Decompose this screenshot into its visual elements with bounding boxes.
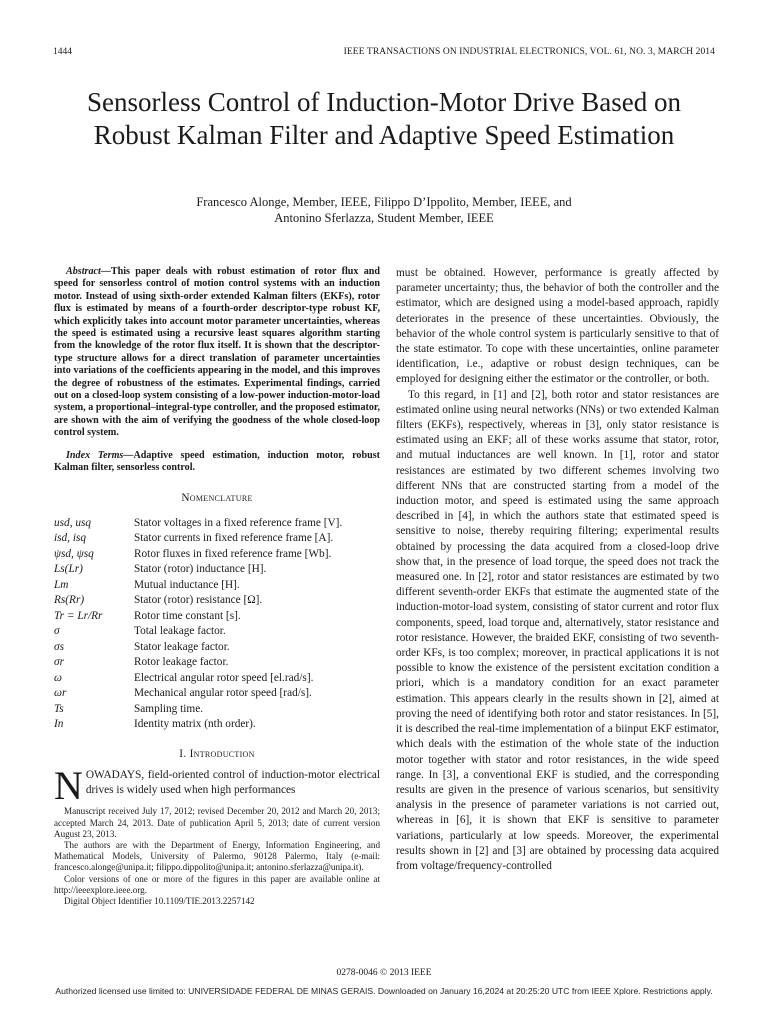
nomenclature-symbol: ωr [54,687,67,700]
footnote-affiliation: The authors are with the Department of Energy, Information Engineering, and Mathematical Models, University of Palermo, 90128 Palermo, Italy (e-mail: francesco.alonge@unipa.it; filippo.dippolito@unipa.it; antonino.sferlazza@unipa.it). [54,839,380,873]
nomenclature-symbol: In [54,718,64,731]
license-notice: Authorized licensed use limited to: UNIVERSIDADE FEDERAL DE MINAS GERAIS. Downloaded on January 16,2024 at 20:25:20 UTC from IEEE Xplore. Restrictions apply. [55,986,713,996]
index-terms-text: Adaptive speed estimation, induction motor, robust Kalman filter, sensorless control. [54,449,380,474]
intro-paragraph [54,762,380,808]
drop-cap: N [54,762,83,808]
nomenclature-definition: Rotor leakage factor. [134,656,229,669]
right-column [396,266,719,874]
footnote-doi: Digital Object Identifier 10.1109/TIE.2013.2257142 [64,895,255,906]
nomenclature-row [54,671,380,687]
nomenclature-definition: Stator currents in fixed reference frame [A]. [134,532,334,545]
nomenclature-definition: Rotor fluxes in fixed reference frame [Wb]. [134,547,332,560]
nomenclature-row [54,702,380,718]
copyright-line: 0278-0046 © 2013 IEEE [336,968,432,978]
nomenclature-symbol: Rs(Rr) [54,594,85,607]
nomenclature-symbol: σs [54,640,64,653]
nomenclature-symbol: σ [54,625,60,638]
page-number: 1444 [53,47,72,57]
nomenclature-definition: Rotor time constant [s]. [134,609,241,622]
nomenclature-row [54,655,380,671]
nomenclature-definition: Electrical angular rotor speed [el.rad/s]. [134,671,314,684]
nomenclature-row [54,593,380,609]
nomenclature-definition: Mechanical angular rotor speed [rad/s]. [134,687,312,700]
nomenclature-row [54,547,380,563]
nomenclature-symbol: Lm [54,578,69,591]
nomenclature-symbol: σr [54,656,64,669]
nomenclature-symbol: isd, isq [54,532,87,545]
nomenclature-definition: Stator leakage factor. [134,640,230,653]
nomenclature-symbol: ψsd, ψsq [54,547,94,560]
nomenclature-symbol: Ls(Lr) [54,563,83,576]
nomenclature-definition: Total leakage factor. [134,625,226,638]
abstract-lead: Abstract— [66,266,111,277]
nomenclature-row [54,717,380,733]
nomenclature-symbol: usd, usq [54,516,92,529]
paper-title: Sensorless Control of Induction-Motor Drive Based on Robust Kalman Filter and Adaptive Speed Estimation [87,87,681,150]
nomenclature-list [54,516,380,733]
abstract-text: This paper deals with robust estimation of rotor flux and speed for sensorless control of motion control systems with an induction motor. Instead of using sixth-order extended Kalman filters (EKFs), rotor flux is estimated by means of a fourth-order descriptor-type robust KF, which explicitly takes into account motor parameter uncertainties, whereas the speed is estimated using a recursive least squares algorithm starting from the knowledge of the rotor flux itself. It is shown that the descriptor-type structure allows for a direct translation of parameter uncertainties into variations of the coefficients appearing in the model, and this improves the degree of robustness of the estimates. Experimental findings, carried out on a closed-loop system consisting of a low-power induction-motor-load system, a proportional–integral-type controller, and the proposed estimator, are shown with the aim of verifying the goodness of the whole closed-loop control system. [54,266,380,439]
nomenclature-definition: Stator voltages in a fixed reference frame [V]. [134,516,343,529]
nomenclature-definition: Stator (rotor) inductance [H]. [134,563,267,576]
nomenclature-definition: Stator (rotor) resistance [Ω]. [134,594,263,607]
footnotes [54,806,380,907]
author-line-2: Antonino Sferlazza, Student Member, IEEE [274,211,494,225]
nomenclature-row [54,609,380,625]
nomenclature-row [54,516,380,532]
nomenclature-row [54,531,380,547]
index-terms [54,450,380,475]
nomenclature-row [54,686,380,702]
nomenclature-definition: Sampling time. [134,702,204,715]
body-paragraph-1: must be obtained. However, performance is greatly affected by parameter uncertainty; thus, the behavior of both the controller and the estimator, which are designed using a model-based approach, rapidly deteriorates in the presence of these uncertainties. Obviously, the behavior of the whole control system is particularly sensitive to that of the state estimator. To cope with these uncertainties, online parameter identification, i.e., adaptive or robust design techniques, can be employed for designing either the estimator or the controller, or both. [396,267,719,386]
nomenclature-symbol: Ts [54,702,64,715]
nomenclature-symbol: Tr = Lr/Rr [54,609,103,622]
nomenclature-row [54,578,380,594]
nomenclature-row [54,624,380,640]
intro-text: OWADAYS, field-oriented control of induction-motor electrical drives is widely used when high performances [85,768,380,797]
footnote-manuscript: Manuscript received July 17, 2012; revised December 20, 2012 and March 20, 2013; accepted March 24, 2013. Date of publication April 5, 2013; date of current version August 23, 2013. [54,806,380,839]
nomenclature-definition: Identity matrix (nth order). [134,718,256,731]
left-column [54,266,380,907]
nomenclature-row [54,640,380,656]
nomenclature-row [54,562,380,578]
footnote-color-versions: Color versions of one or more of the figures in this paper are available online at http://ieeexplore.ieee.org. [54,873,380,895]
index-terms-lead: Index Terms— [66,449,134,461]
nomenclature-symbol: ω [54,671,62,684]
nomenclature-definition: Mutual inductance [H]. [134,578,240,591]
nomenclature-heading: Nomenclature [181,491,253,504]
section-heading-introduction: I. Introduction [179,747,255,760]
journal-header: IEEE TRANSACTIONS ON INDUSTRIAL ELECTRONICS, VOL. 61, NO. 3, MARCH 2014 [343,47,715,57]
author-line-1: Francesco Alonge, Member, IEEE, Filippo D’Ippolito, Member, IEEE, and [196,195,572,209]
abstract [54,266,380,440]
author-list [100,194,668,226]
body-paragraph-2: To this regard, in [1] and [2], both rotor and stator resistances are estimated online using neural networks (NNs) or two extended Kalman filters (EKFs), respectively, whereas in [3], only stator resistance is estimated using an EKF; all of these works assume that stator, rotor, and mutual inductances are well known. In [1], rotor and stator resistances are estimated by two different schemes involving two different NNs that are constructed starting from a model of the induction motor, and speed is estimated using the same approach described in [4], in which the authors state that estimated speed is sensitive to noise, thereby requiring filtering; experimental results obtained by processing the data acquired from a closed-loop drive show that, in the presence of load torque, the speed does not track the measured one. In [2], rotor and stator resistances are estimated by two different seventh-order EKFs that estimate the augmented state of the induction-motor-load system, consisting of stator current and rotor flux components, speed, load torque and, alternatively, stator resistance and rotor resistance. However, the braided EKF, consisting of two seventh-order KFs, is too complex; moreover, in practical applications it is not possible to know the existence of the persistent excitation condition a priori, which is a mandatory condition for an exact parameter estimation. This appears clearly in the results shown in [2], aimed at proving the need of identifying both rotor and stator resistances. In [5], it is described the real-time implementation of a biinput EKF estimator, which deals with the estimation of the whole state of the induction motor together with stator and rotor resistances, in the wide speed range. In [3], a conventional EKF is studied, and the corresponding results are given in the presence of various scenarios, but sensitivity analysis in the presence of parameter variations is not carried out, whereas in [6], it is shown that EKF is sensitive to parameter variations, particularly at low speeds. Moreover, the experimental results shown in [2] and [3] are obtained by processing data acquired from voltage/frequency-controlled [396,388,719,872]
